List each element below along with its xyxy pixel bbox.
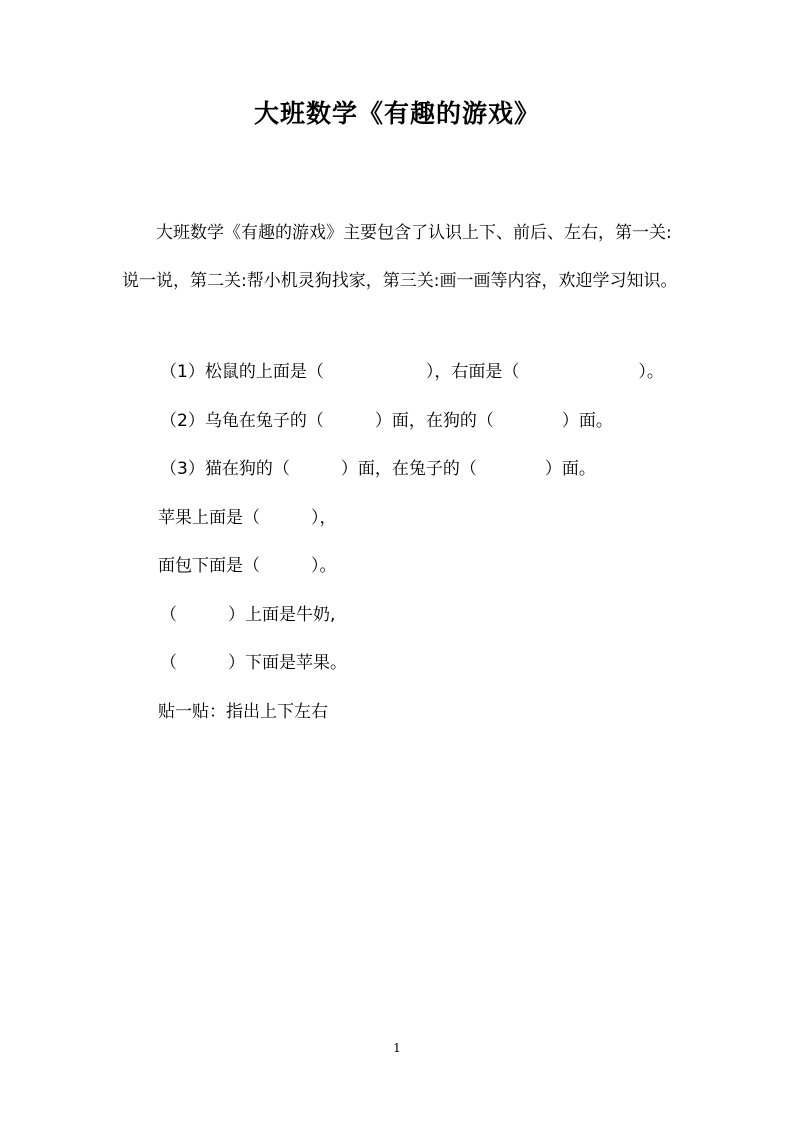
document-title: 大班数学《有趣的游戏》 — [253, 99, 540, 128]
question-3: （3）猫在狗的（ ）面，在兔子的（ ）面。 — [160, 459, 596, 479]
bread-below-line: 面包下面是（ ）。 — [158, 556, 337, 576]
question-2: （2）乌龟在兔子的（ ）面，在狗的（ ）面。 — [160, 411, 613, 431]
page-number: 1 — [393, 1041, 401, 1055]
sticker-instruction: 贴一贴：指出上下左右 — [158, 702, 328, 722]
intro-paragraph: 大班数学《有趣的游戏》主要包含了认识上下、前后、左右，第一关:说一说，第二关:帮小机灵狗找家，第三关:画一画等内容，欢迎学习知识。 — [122, 223, 678, 291]
apple-above-line: 苹果上面是（ ）， — [158, 508, 337, 528]
apple-below-line: （ ）下面是苹果。 — [160, 653, 347, 673]
question-1: （1）松鼠的上面是（ ），右面是（ ）。 — [160, 362, 664, 382]
milk-line: （ ）上面是牛奶, — [160, 605, 336, 625]
